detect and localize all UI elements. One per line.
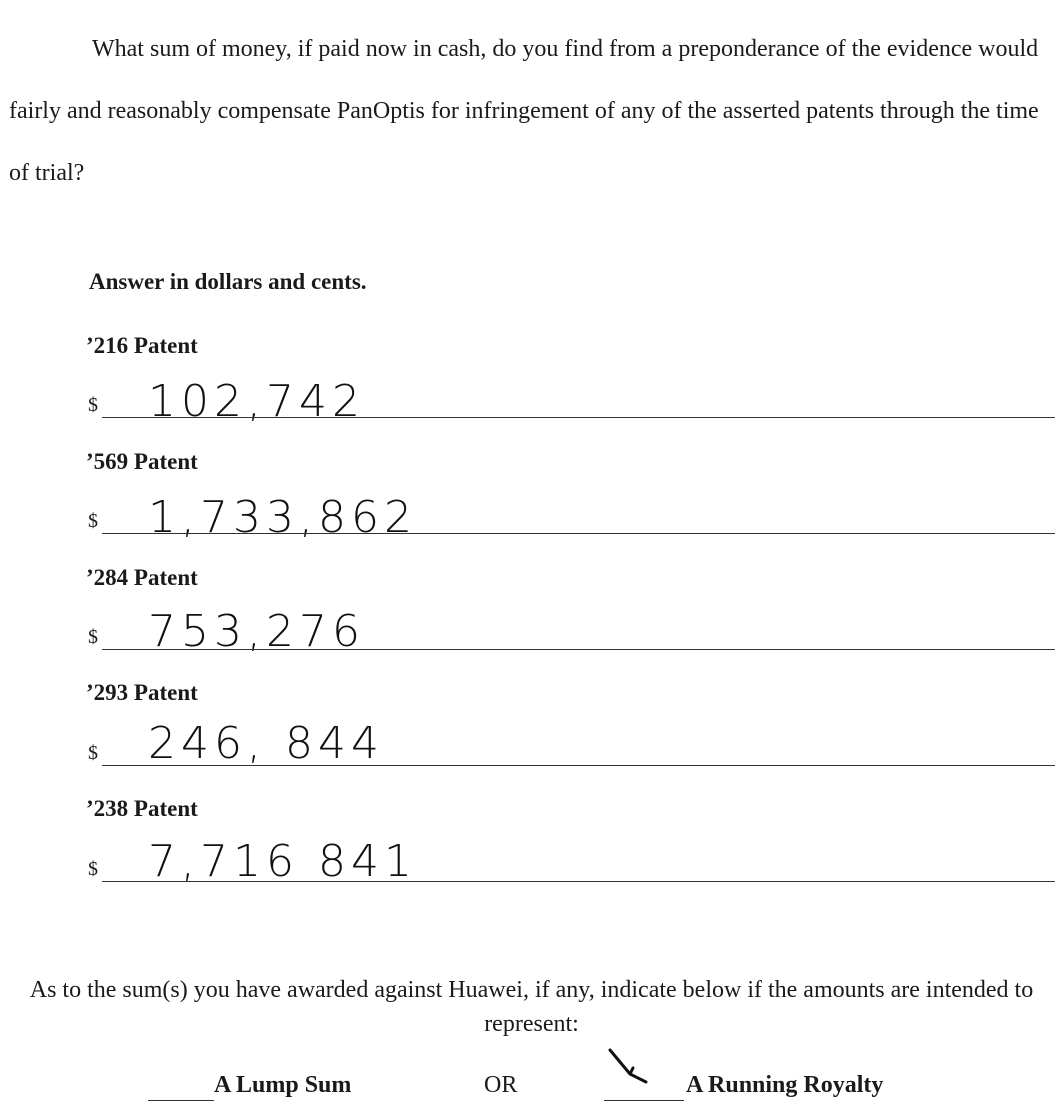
checkmark-icon (606, 1046, 654, 1090)
amount-569[interactable]: 1,733,862 (148, 492, 417, 543)
patent-label-216: ’216 Patent (86, 333, 198, 358)
dollar-sign: $ (88, 858, 98, 880)
question-body: What sum of money, if paid now in cash, do you find from a preponderance of the evidence would fairly and reasonably compensate PanOptis for infringement of any of the asserted patents through the time of trial? (9, 36, 1039, 186)
answer-line-216 (102, 417, 1055, 418)
running-royalty-label: A Running Royalty (686, 1072, 884, 1098)
question-text (9, 18, 1049, 204)
answer-line-293 (102, 765, 1055, 766)
patent-label-284: ’284 Patent (86, 565, 198, 590)
answer-line-238 (102, 881, 1055, 882)
answer-instruction: Answer in dollars and cents. (89, 269, 367, 294)
running-royalty-blank[interactable] (604, 1100, 684, 1101)
lump-sum-blank[interactable] (148, 1100, 214, 1101)
answer-line-284 (102, 649, 1055, 650)
amount-293[interactable]: 246, 844 (148, 718, 384, 769)
dollar-sign: $ (88, 394, 98, 416)
dollar-sign: $ (88, 742, 98, 764)
or-label: OR (484, 1072, 518, 1098)
closing-text: As to the sum(s) you have awarded against Huawei, if any, indicate below if the amounts are intended to represent: (29, 977, 1034, 1037)
amount-238[interactable]: 7,716 841 (148, 836, 417, 887)
dollar-sign: $ (88, 510, 98, 532)
answer-line-569 (102, 533, 1055, 534)
award-type-options (0, 1070, 1063, 1110)
patent-label-293: ’293 Patent (86, 680, 198, 705)
amount-284[interactable]: 753,276 (148, 606, 365, 657)
lump-sum-label: A Lump Sum (214, 1072, 352, 1098)
amount-216[interactable]: 102,742 (148, 376, 365, 427)
patent-label-238: ’238 Patent (86, 796, 198, 821)
patent-label-569: ’569 Patent (86, 449, 198, 474)
dollar-sign: $ (88, 626, 98, 648)
